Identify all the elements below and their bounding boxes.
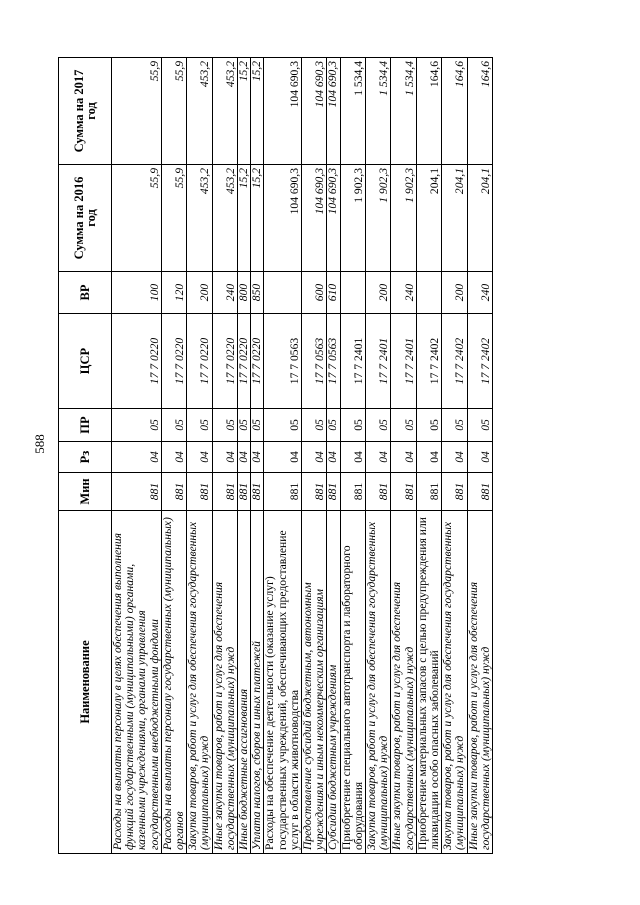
cell-vr: 200 — [366, 272, 391, 314]
cell-rz: 04 — [187, 442, 212, 473]
cell-sum-2016: 15,2 — [251, 165, 264, 272]
cell-vr — [264, 272, 302, 314]
cell-name: Уплата налогов, сборов и иных платежей — [251, 511, 264, 854]
table-row — [340, 58, 365, 854]
cell-sum-2017: 15,2 — [238, 58, 251, 165]
cell-min: 881 — [187, 473, 212, 511]
header-vr: ВР — [59, 272, 112, 314]
cell-vr: 610 — [327, 272, 340, 314]
cell-min: 881 — [238, 473, 251, 511]
cell-csr: 17 7 0563 — [327, 314, 340, 409]
cell-sum-2016: 104 690,3 — [302, 165, 327, 272]
cell-csr: 17 7 0220 — [161, 314, 186, 409]
cell-csr: 17 7 0220 — [187, 314, 212, 409]
cell-rz: 04 — [251, 442, 264, 473]
cell-sum-2016: 204,1 — [416, 165, 441, 272]
cell-name: Иные закупки товаров, работ и услуг для обеспечения государственных (муниципальных) нужд — [212, 511, 237, 854]
cell-pr: 05 — [187, 409, 212, 442]
cell-sum-2016: 55,9 — [112, 165, 162, 272]
cell-sum-2017: 164,6 — [442, 58, 467, 165]
cell-sum-2017: 453,2 — [187, 58, 212, 165]
table-row — [327, 58, 340, 854]
cell-sum-2016: 104 690,3 — [264, 165, 302, 272]
cell-name: Приобретение специального автотранспорта и лабораторного оборудования — [340, 511, 365, 854]
cell-pr: 05 — [161, 409, 186, 442]
cell-name: Закупка товаров, работ и услуг для обеспечения государственных (муниципальных) нужд — [366, 511, 391, 854]
cell-csr: 17 7 2402 — [442, 314, 467, 409]
cell-sum-2016: 104 690,3 — [327, 165, 340, 272]
cell-vr: 800 — [238, 272, 251, 314]
header-pr: ПР — [59, 409, 112, 442]
cell-min: 881 — [442, 473, 467, 511]
cell-sum-2016: 15,2 — [238, 165, 251, 272]
cell-csr: 17 7 0220 — [238, 314, 251, 409]
cell-sum-2017: 164,6 — [416, 58, 441, 165]
cell-csr: 17 7 0563 — [302, 314, 327, 409]
table-row — [467, 58, 492, 854]
table-row — [264, 58, 302, 854]
table-row — [238, 58, 251, 854]
cell-rz: 04 — [467, 442, 492, 473]
cell-rz: 04 — [366, 442, 391, 473]
cell-min: 881 — [112, 473, 162, 511]
cell-sum-2017: 55,9 — [112, 58, 162, 165]
cell-sum-2016: 453,2 — [187, 165, 212, 272]
cell-vr: 850 — [251, 272, 264, 314]
table-row — [416, 58, 441, 854]
cell-name: Приобретение материальных запасов с целью предупреждения или ликвидации особо опасных заболеваний — [416, 511, 441, 854]
cell-sum-2017: 104 690,3 — [327, 58, 340, 165]
cell-min: 881 — [340, 473, 365, 511]
cell-vr: 240 — [467, 272, 492, 314]
table-row — [112, 58, 162, 854]
table-row — [366, 58, 391, 854]
budget-table — [58, 57, 493, 854]
cell-rz: 04 — [391, 442, 416, 473]
cell-vr: 600 — [302, 272, 327, 314]
cell-pr: 05 — [327, 409, 340, 442]
cell-pr: 05 — [212, 409, 237, 442]
cell-name: Закупка товаров, работ и услуг для обеспечения государственных (муниципальных) нужд — [442, 511, 467, 854]
cell-csr: 17 7 2402 — [467, 314, 492, 409]
cell-pr: 05 — [238, 409, 251, 442]
cell-min: 881 — [467, 473, 492, 511]
cell-min: 881 — [327, 473, 340, 511]
cell-sum-2016: 55,9 — [161, 165, 186, 272]
cell-pr: 05 — [442, 409, 467, 442]
cell-sum-2016: 453,2 — [212, 165, 237, 272]
header-csr: ЦСР — [59, 314, 112, 409]
cell-name: Иные закупки товаров, работ и услуг для обеспечения государственных (муниципальных) нужд — [467, 511, 492, 854]
cell-rz: 04 — [212, 442, 237, 473]
cell-rz: 04 — [416, 442, 441, 473]
cell-vr: 200 — [187, 272, 212, 314]
cell-name: Субсидии бюджетным учреждениям — [327, 511, 340, 854]
cell-sum-2017: 164,6 — [467, 58, 492, 165]
cell-sum-2017: 104 690,3 — [302, 58, 327, 165]
table-row — [251, 58, 264, 854]
cell-pr: 05 — [391, 409, 416, 442]
cell-vr: 200 — [442, 272, 467, 314]
table-row — [391, 58, 416, 854]
cell-vr — [416, 272, 441, 314]
cell-min: 881 — [302, 473, 327, 511]
cell-vr: 240 — [391, 272, 416, 314]
table-row — [302, 58, 327, 854]
cell-rz: 04 — [302, 442, 327, 473]
cell-sum-2016: 204,1 — [442, 165, 467, 272]
cell-min: 881 — [366, 473, 391, 511]
cell-csr: 17 7 2401 — [391, 314, 416, 409]
cell-csr: 17 7 0220 — [212, 314, 237, 409]
header-sum-2016: Сумма на 2016 год — [59, 165, 112, 272]
cell-min: 881 — [161, 473, 186, 511]
header-sum-2017: Сумма на 2017 год — [59, 58, 112, 165]
cell-sum-2017: 1 534,4 — [340, 58, 365, 165]
cell-csr: 17 7 0220 — [251, 314, 264, 409]
cell-csr: 17 7 0220 — [112, 314, 162, 409]
cell-vr: 120 — [161, 272, 186, 314]
table-header-row — [59, 58, 112, 854]
cell-csr: 17 7 2401 — [340, 314, 365, 409]
cell-pr: 05 — [264, 409, 302, 442]
cell-name: Иные бюджетные ассигнования — [238, 511, 251, 854]
cell-csr: 17 7 2401 — [366, 314, 391, 409]
cell-sum-2017: 1 534,4 — [366, 58, 391, 165]
cell-pr: 05 — [467, 409, 492, 442]
cell-csr: 17 7 0563 — [264, 314, 302, 409]
cell-name: Расходы на обеспечение деятельности (оказание услуг) государственных учреждений, обеспечивающих предоставление услуг в области животноводства — [264, 511, 302, 854]
cell-name: Иные закупки товаров, работ и услуг для обеспечения государственных (муниципальных) нужд — [391, 511, 416, 854]
cell-rz: 04 — [340, 442, 365, 473]
cell-csr: 17 7 2402 — [416, 314, 441, 409]
cell-pr: 05 — [112, 409, 162, 442]
cell-min: 881 — [251, 473, 264, 511]
cell-vr — [340, 272, 365, 314]
cell-sum-2016: 204,1 — [467, 165, 492, 272]
cell-pr: 05 — [251, 409, 264, 442]
table-row — [187, 58, 212, 854]
cell-sum-2017: 104 690,3 — [264, 58, 302, 165]
cell-name: Расходы на выплаты персоналу в целях обеспечения выполнения функций государственными (муниципальными) органами, казенными учреждениями, органами управления государственными внебюджетными фондами — [112, 511, 162, 854]
cell-pr: 05 — [416, 409, 441, 442]
cell-sum-2016: 1 902,3 — [391, 165, 416, 272]
page-number: 588 — [32, 434, 47, 454]
header-min: Мин — [59, 473, 112, 511]
cell-sum-2017: 15,2 — [251, 58, 264, 165]
cell-pr: 05 — [302, 409, 327, 442]
cell-pr: 05 — [340, 409, 365, 442]
cell-min: 881 — [391, 473, 416, 511]
header-rz: Рз — [59, 442, 112, 473]
cell-min: 881 — [416, 473, 441, 511]
cell-sum-2017: 55,9 — [161, 58, 186, 165]
cell-sum-2017: 1 534,4 — [391, 58, 416, 165]
cell-pr: 05 — [366, 409, 391, 442]
cell-rz: 04 — [112, 442, 162, 473]
cell-rz: 04 — [327, 442, 340, 473]
cell-name: Предоставление субсидий бюджетным, автономным учреждениям и иным некоммерческим организациям — [302, 511, 327, 854]
table-row — [212, 58, 237, 854]
table-body — [112, 58, 493, 854]
cell-rz: 04 — [442, 442, 467, 473]
cell-min: 881 — [212, 473, 237, 511]
cell-rz: 04 — [161, 442, 186, 473]
rotated-table-container — [58, 58, 586, 854]
cell-vr: 240 — [212, 272, 237, 314]
cell-name: Закупка товаров, работ и услуг для обеспечения государственных (муниципальных) нужд — [187, 511, 212, 854]
table-row — [161, 58, 186, 854]
cell-min: 881 — [264, 473, 302, 511]
cell-rz: 04 — [238, 442, 251, 473]
cell-name: Расходы на выплаты персоналу государственных (муниципальных) органов — [161, 511, 186, 854]
cell-sum-2016: 1 902,3 — [340, 165, 365, 272]
cell-vr: 100 — [112, 272, 162, 314]
cell-sum-2017: 453,2 — [212, 58, 237, 165]
cell-sum-2016: 1 902,3 — [366, 165, 391, 272]
header-name: Наименование — [59, 511, 112, 854]
table-row — [442, 58, 467, 854]
cell-rz: 04 — [264, 442, 302, 473]
